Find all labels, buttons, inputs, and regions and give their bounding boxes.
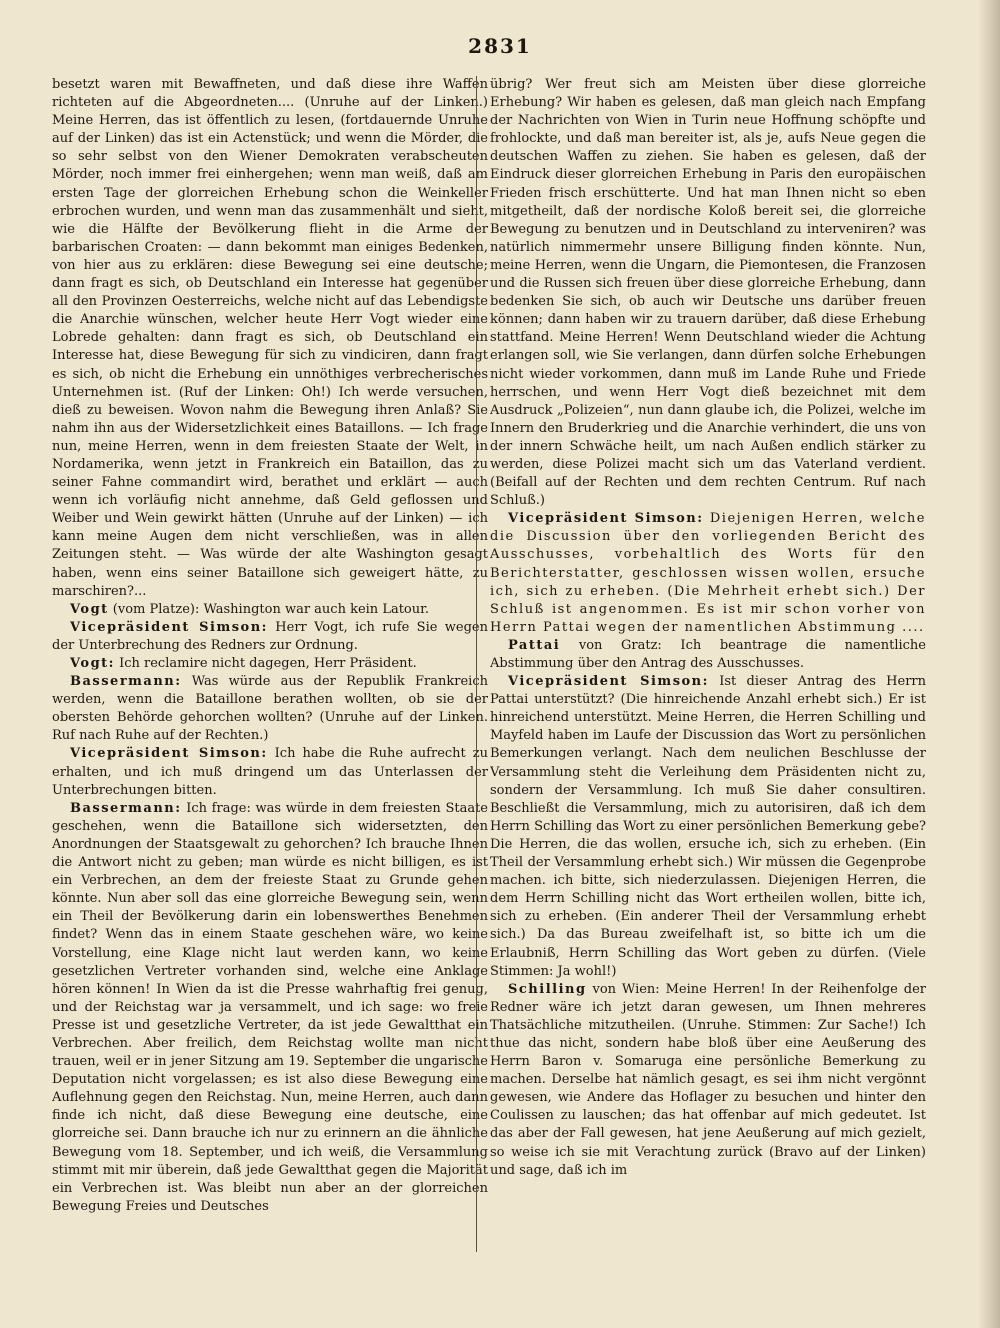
paragraph-text: Diejenigen Herren, welche die Discussion über den vorliegenden Bericht des Ausschusses, vorbehaltlich des Worts für den Berichterstatter, geschlossen wissen wollen, ersuche ich, sich zu erheben. (Die Mehrheit erhebt sich.) Der Schluß ist angenommen. Es ist mir schon vorher von Herrn Pattai wegen der namentlichen Abstimmung .... (490, 511, 926, 635)
paragraph-text: Ich reclamire nicht dagegen, Herr Präsident. (114, 656, 417, 671)
paragraph-text: (vom Platze): Washington war auch kein Latour. (108, 601, 430, 617)
paragraph (52, 745, 488, 799)
paragraph-text: Ist dieser Antrag des Herrn Pattai unterstützt? (Die hinreichende Anzahl erhebt sich.) Er ist hinreichend unterstützt. Meine Herren, die Herren Schilling und Mayfeld haben im Laufe der Discussion das Wort zu persönlichen Bemerkungen verlangt. Nach dem neulichen Beschlusse der Versammlung steht die Verleihung dem Präsidenten nicht zu, sondern der Versammlung. Ich muß Sie daher consultiren. Beschließt die Versammlung, mich zu autorisiren, daß ich dem Herrn Schilling das Wort zu einer persönlichen Bemerkung gebe? Die Herren, die das wollen, ersuche ich, sich zu erheben. (Ein Theil der Versammlung erhebt sich.) Wir müssen die Gegenprobe machen. ich bitte, sich niederzulassen. Diejenigen Herren, die dem Herrn Schilling nicht das Wort ertheilen wollen, bitte ich, sich zu erheben. (Ein anderer Theil der Versammlung erhebt sich.) Da das Bureau zweifelhaft ist, so bitte ich um die Erlaubniß, Herrn Schilling das Wort geben zu dürfen. (Viele Stimmen: Ja wohl!) (490, 674, 926, 979)
paragraph (490, 510, 926, 637)
paragraph (52, 601, 488, 619)
speaker-name: Vicepräsident Simson: (508, 511, 704, 527)
speaker-name: Vicepräsident Simson: (70, 619, 268, 635)
speaker-name: Bassermann: (70, 674, 182, 690)
speaker-name: Schilling (508, 981, 587, 997)
paragraph-text: Ich frage: was würde in dem freiesten Staate geschehen, wenn die Bataillone sich widersetzten, den Anordnungen der Staatsgewalt zu gehorchen? Ich brauche Ihnen die Antwort nicht zu geben; man würde es nicht billigen, es ist ein Verbrechen, an dem der freieste Staat zu Grunde gehen könnte. Nun aber soll das eine glorreiche Bewegung sein, wenn ein Theil der Bevölkerung darin ein lobenswerthes Benehmen findet? Wenn das in einem Staate geschehen wäre, wo keine Vorstellung, eine Klage nicht laut werden kann, wo keine gesetzlichen Vertreter vorhanden sind, welche eine Anklage hören können! In Wien da ist die Presse wahrhaftig frei genug, und der Reichstag war ja versammelt, und ich sage: wo freie Presse ist und gesetzliche Vertreter, da ist jede Gewaltthat ein Verbrechen. Aber freilich, dem Reichstag wollte man nicht trauen, weil er in jener Sitzung am 19. September die ungarische Deputation nicht vorgelassen; es ist also diese Bewegung eine Auflehnung gegen den Reichstag. Nun, meine Herren, auch dann finde ich nicht, daß diese Bewegung eine deutsche, eine glorreiche sei. Dann brauche ich nur zu erinnern an die ähnliche Bewegung vom 18. September, und ich weiß, die Versammlung stimmt mit mir überein, daß jede Gewaltthat gegen die Majorität ein Verbrechen ist. Was bleibt nun aber an der glorreichen Bewegung Freies und Deutsches (52, 800, 488, 1214)
paragraph-text: Ich habe die Ruhe aufrecht zu erhalten, und ich muß dringend um das Unterlassen der Unterbrechungen bitten. (52, 746, 488, 798)
left-column (52, 76, 488, 1256)
paragraph (52, 800, 488, 1216)
speaker-name: Bassermann: (70, 800, 182, 816)
paragraph (490, 76, 926, 510)
paragraph-text: besetzt waren mit Bewaffneten, und daß diese ihre Waffen richteten auf die Abgeordneten.... (Unruhe auf der Linken.) Meine Herren, das ist öffentlich zu lesen, (fortdauernde Unruhe auf der Linken) das ist ein Actenstück; und wenn die Mörder, die so sehr selbst von den Wiener Demokraten verabscheuten Mörder, noch immer frei einhergehen; wenn man weiß, daß am ersten Tage der glorreichen Erhebung schon die Weinkeller erbrochen wurden, und wenn man das zusammenhält und sieht, wie die Hälfte der Bevölkerung flieht in die Arme der barbarischen Croaten: — dann bekommt man einiges Bedenken, von hier aus zu erklären: diese Bewegung sei eine deutsche; dann fragt es sich, ob Deutschland ein Interesse hat gegenüber all den Provinzen Oesterreichs, welche nicht auf das Lebendigste die Anarchie wünschen, welcher heute Herr Vogt wieder eine Lobrede gehalten: dann fragt es sich, ob Deutschland ein Interesse hat, diese Bewegung für sich zu vindiciren, dann fragt es sich, ob nicht die Erhebung ein unnöthiges verbrecherisches Unternehmen ist. (Ruf der Linken: Oh!) Ich werde versuchen, dieß zu beweisen. Wovon nahm die Bewegung ihren Anlaß? Sie nahm ihn aus der Widersetzlichkeit eines Bataillons. — Ich frage nun, meine Herren, wenn in dem freiesten Staate der Welt, in Nordamerika, wenn jetzt in Frankreich ein Bataillon, das zu seiner Fahne commandirt wird, berathet und erklärt — auch wenn ich vorläufig nicht annehme, daß Geld geflossen und Weiber und Wein gewirkt hätten (Unruhe auf der Linken) — ich kann meine Augen dem nicht verschließen, was in allen Zeitungen steht. — Was würde der alte Washington gesagt haben, wenn eins seiner Bataillone sich geweigert hätte, zu marschiren?... (52, 77, 488, 599)
speaker-name: Vicepräsident Simson: (70, 746, 268, 762)
paragraph (52, 655, 488, 673)
page-edge-shadow (978, 0, 1000, 1328)
paragraph-text: Was würde aus der Republik Frankreich werden, wenn die Bataillone berathen wollten, ob sie der obersten Behörde gehorchen wollten? (Unruhe auf der Linken. Ruf nach Ruhe auf der Rechten.) (52, 674, 488, 744)
paragraph (490, 673, 926, 981)
paragraph (52, 673, 488, 745)
paragraph-text: übrig? Wer freut sich am Meisten über diese glorreiche Erhebung? Wir haben es gelesen, daß man gleich nach Empfang der Nachrichten von Wien in Turin neue Hoffnung schöpfte und frohlockte, und daß man bereiter ist, als je, aufs Neue gegen die deutschen Waffen zu ziehen. Sie haben es gelesen, daß der Eindruck dieser glorreichen Erhebung in Paris den europäischen Frieden frisch erschütterte. Und hat man Ihnen nicht so eben mitgetheilt, daß der nordische Koloß bereit sei, die glorreiche Bewegung zu benutzen und in Deutschland zu interveniren? was natürlich nimmermehr unsere Billigung finden könnte. Nun, meine Herren, wenn die Ungarn, die Piemontesen, die Franzosen und die Russen sich freuen über diese glorreiche Erhebung, dann bedenken Sie sich, ob auch wir Deutsche uns darüber freuen können; dann haben wir zu trauern darüber, daß diese Erhebung stattfand. Meine Herren! Wenn Deutschland wieder die Achtung erlangen soll, wie Sie verlangen, dann dürfen solche Erhebungen nicht wieder vorkommen, dann muß im Lande Ruhe und Friede herrschen, und wenn Herr Vogt dieß bezeichnet mit dem Ausdruck „Polizeien“, nun dann glaube ich, die Polizei, welche im Innern den Bruderkrieg und die Anarchie verhindert, die uns von der innern Schwäche heilt, um nach Außen endlich stärker zu werden, diese Polizei macht sich um das Vaterland verdient. (Beifall auf der Rechten und dem rechten Centrum. Ruf nach Schluß.) (490, 77, 926, 509)
speaker-name: Vogt (70, 601, 109, 617)
column-divider (476, 76, 477, 1252)
paragraph (490, 637, 926, 673)
right-column (490, 76, 926, 1256)
speaker-name: Pattai (508, 637, 561, 653)
speaker-name: Vogt: (70, 656, 115, 671)
paragraph (52, 76, 488, 601)
paragraph-text: Herr Vogt, ich rufe Sie wegen der Unterbrechung des Redners zur Ordnung. (52, 619, 488, 653)
paragraph (52, 619, 488, 655)
speaker-name: Vicepräsident Simson: (508, 674, 709, 690)
paragraph-text: von Gratz: Ich beantrage die namentliche Abstimmung über den Antrag des Ausschusses. (490, 637, 926, 671)
paragraph-text: von Wien: Meine Herren! In der Reihenfolge der Redner wäre ich jetzt daran gewesen, um Ihnen mehreres Thatsächliche mitzutheilen. (Unruhe. Stimmen: Zur Sache!) Ich thue das nicht, sondern habe bloß über eine Aeußerung des Herrn Baron v. Somaruga eine persönliche Bemerkung zu machen. Derselbe hat nämlich gesagt, es sei ihm nicht vergönnt gewesen, wie Andere das Hoflager zu besuchen und hinter den Coulissen zu lauschen; das hat offenbar auf mich gedeutet. Ist das aber der Fall gewesen, hat jene Aeußerung auf mich gezielt, so weise ich sie mit Verachtung zurück (Bravo auf der Linken) und sage, daß ich im (490, 981, 926, 1178)
page-number: 2831 (468, 34, 532, 58)
paragraph (490, 981, 926, 1180)
